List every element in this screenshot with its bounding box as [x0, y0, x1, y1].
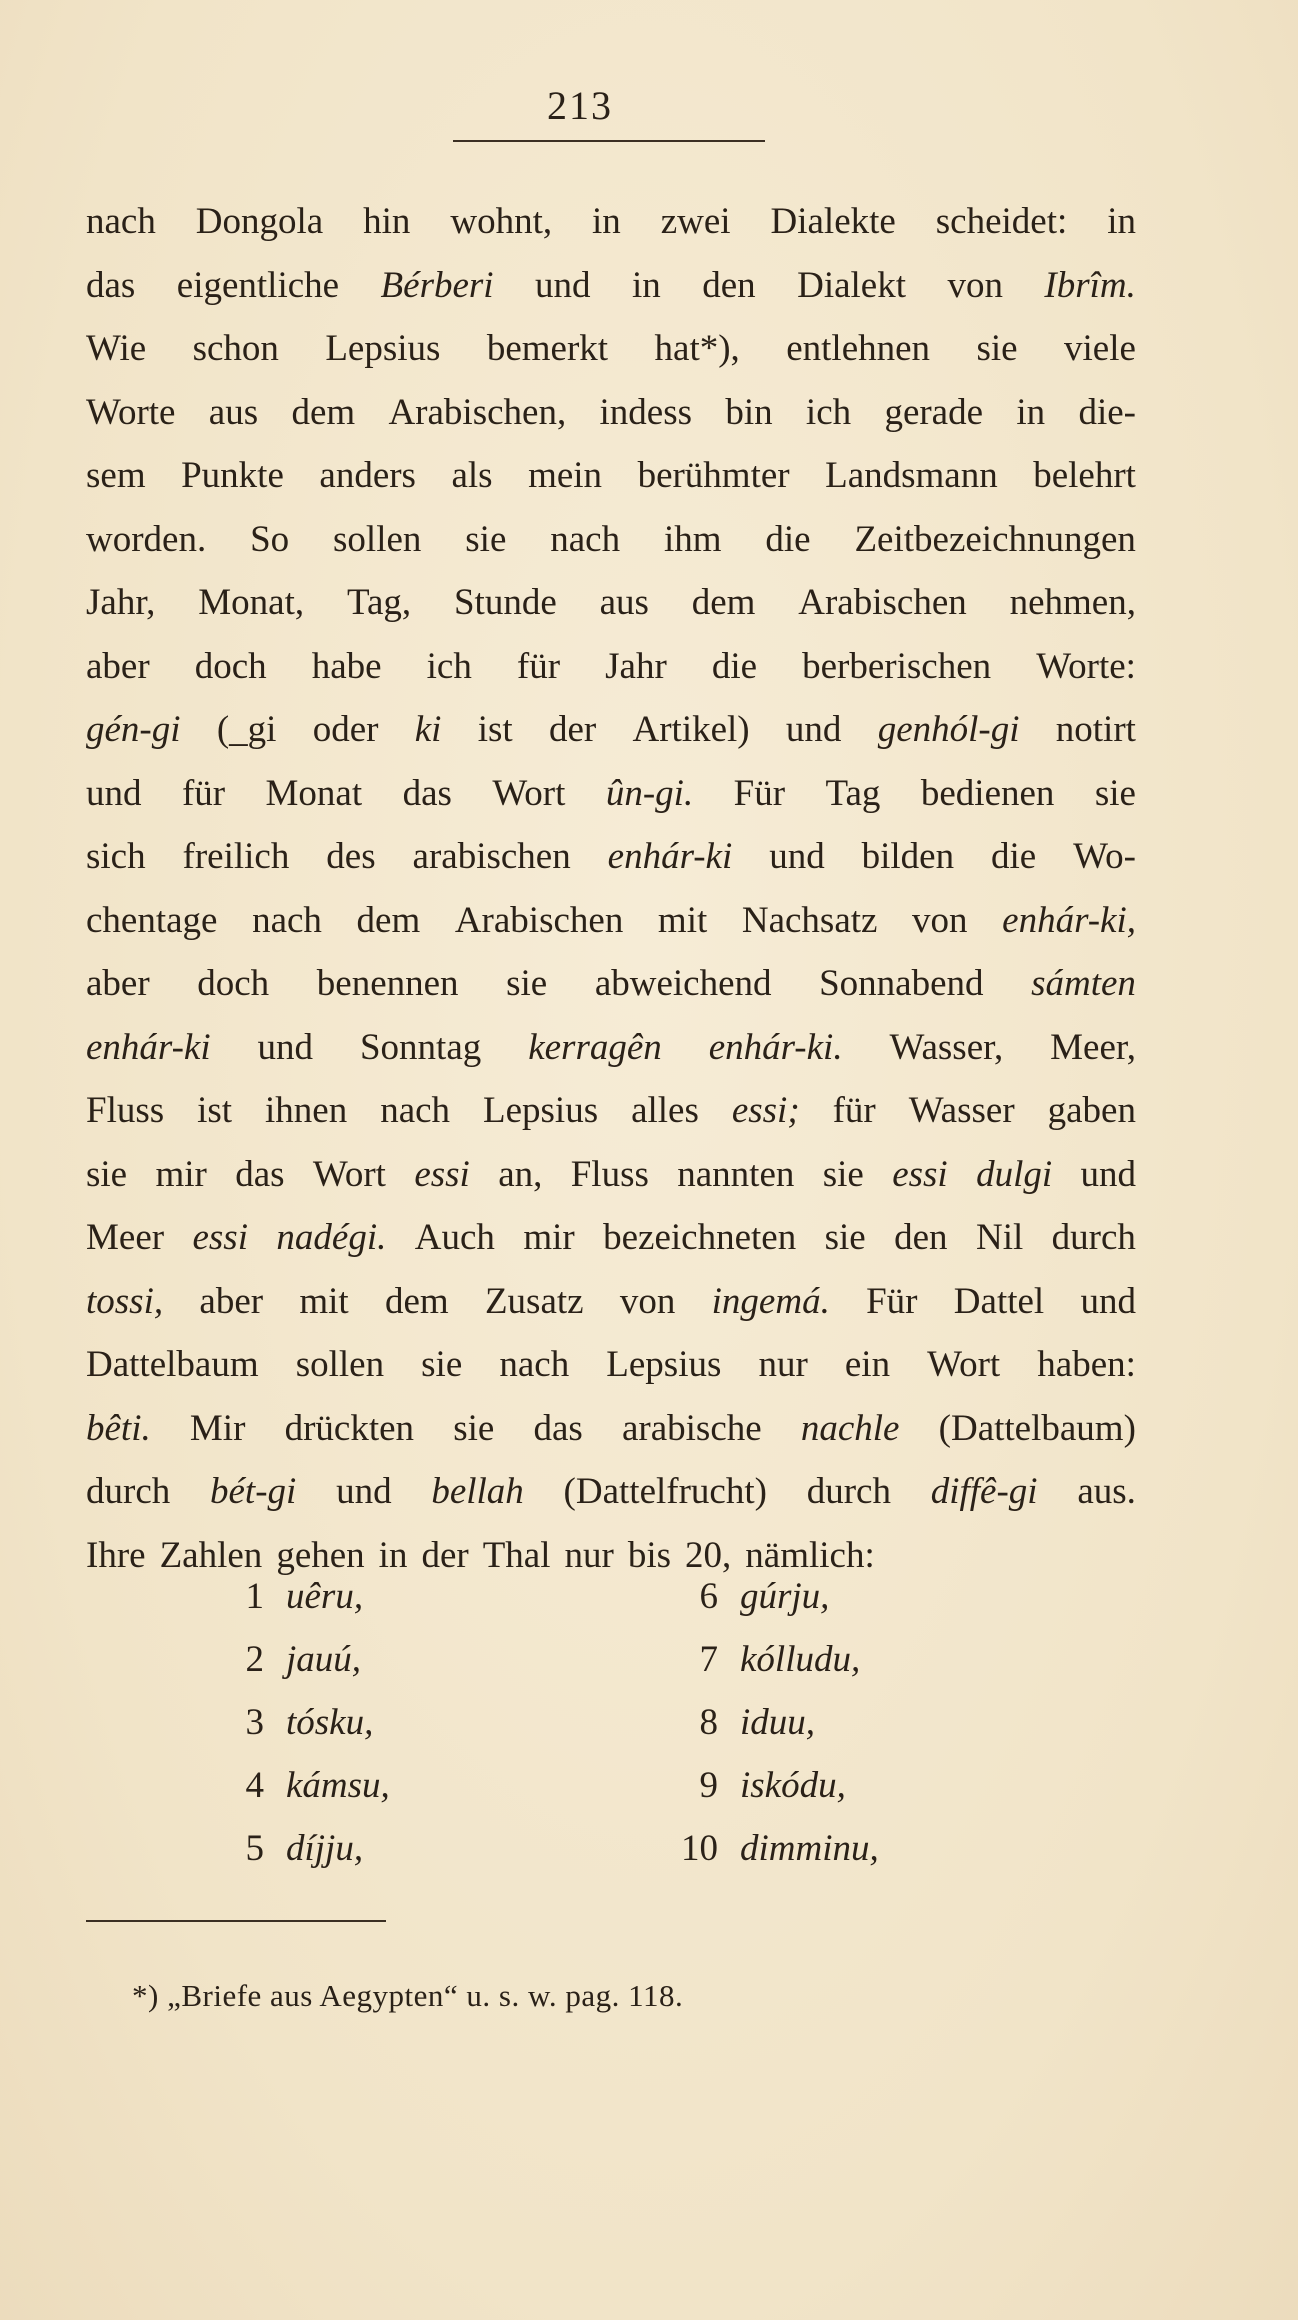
- numeral-word: uêru,: [286, 1576, 364, 1617]
- word: und: [336, 1471, 392, 1512]
- word: Lepsius: [325, 328, 441, 369]
- word: als: [451, 455, 493, 496]
- word: mein: [528, 455, 603, 496]
- word: sie: [506, 963, 548, 1004]
- word: von: [947, 264, 1003, 306]
- word: doch: [194, 645, 267, 687]
- number-entry-left: [240, 1691, 670, 1754]
- word: Ihre: [86, 1534, 146, 1576]
- word: sie: [824, 1217, 866, 1258]
- text-line: [86, 508, 1136, 572]
- word: sollen: [333, 518, 422, 560]
- word: bêti.: [86, 1407, 151, 1449]
- word: nur: [564, 1534, 614, 1576]
- word: bis: [627, 1534, 672, 1576]
- word: doch: [197, 963, 270, 1004]
- word: und: [1080, 1280, 1136, 1322]
- word: ihnen: [265, 1090, 348, 1131]
- word: Wort: [492, 772, 566, 814]
- text-line: [86, 1397, 1136, 1461]
- word: ist: [477, 709, 513, 750]
- word: Monat,: [198, 582, 305, 623]
- word: und: [785, 709, 842, 750]
- word: bemerkt: [486, 328, 609, 369]
- word: bedienen: [920, 772, 1055, 814]
- word: nach: [550, 518, 621, 560]
- number-entry-left: [240, 1565, 670, 1628]
- number-row: [240, 1628, 980, 1691]
- word: für: [516, 645, 561, 687]
- word: und: [86, 772, 142, 814]
- numeral-word: jauú,: [286, 1639, 362, 1680]
- word: bilden: [861, 836, 955, 877]
- text-line: [86, 1206, 1136, 1270]
- word: essi: [414, 1153, 470, 1195]
- word: tossi,: [86, 1280, 164, 1322]
- word: durch: [86, 1471, 171, 1512]
- word: der: [548, 709, 597, 750]
- word: Bérberi: [380, 264, 494, 306]
- word: aus: [599, 582, 649, 623]
- numeral-word: tósku,: [286, 1702, 374, 1743]
- numeral-word: kámsu,: [286, 1765, 390, 1806]
- word: belehrt: [1033, 455, 1136, 496]
- word: Sonnabend: [819, 963, 984, 1004]
- numeral-word: gúrju,: [740, 1576, 830, 1617]
- word: Tag: [825, 772, 881, 814]
- word: Fluss: [86, 1090, 165, 1131]
- word: durch: [806, 1471, 891, 1512]
- header-rule: [453, 140, 765, 142]
- text-line: [86, 254, 1136, 318]
- word: Wie: [86, 328, 147, 369]
- word: Wasser,: [889, 1026, 1004, 1068]
- word: dem: [691, 582, 756, 623]
- word: berühmter: [637, 455, 790, 496]
- body-text: [86, 190, 1136, 1587]
- word: enhár-ki: [86, 1026, 211, 1068]
- word: das: [402, 772, 452, 814]
- word: sie: [453, 1407, 495, 1449]
- numeral: 6: [699, 1576, 718, 1617]
- numeral: 8: [699, 1702, 718, 1743]
- word: Lepsius: [483, 1090, 599, 1131]
- word: Worte:: [1036, 645, 1136, 687]
- word: entlehnen: [786, 328, 931, 369]
- word: Zahlen: [159, 1534, 263, 1576]
- word: Nachsatz: [741, 899, 878, 941]
- word: den: [894, 1217, 948, 1258]
- number-row: [240, 1754, 980, 1817]
- word: alles: [631, 1090, 699, 1131]
- numeral-word: kólludu,: [740, 1639, 861, 1680]
- word: aus: [208, 391, 259, 433]
- word: wohnt,: [450, 201, 553, 242]
- word: dem: [384, 1280, 449, 1322]
- word: nur: [758, 1344, 808, 1385]
- text-line: [86, 762, 1136, 826]
- word: Punkte: [181, 455, 284, 496]
- word: ûn-gi.: [605, 772, 694, 814]
- word: Für: [733, 772, 786, 814]
- word: in: [1107, 201, 1136, 242]
- word: Arabischen: [454, 899, 624, 941]
- word: Thal: [482, 1534, 551, 1576]
- word: Dialekte: [770, 201, 896, 242]
- word: drückten: [284, 1407, 415, 1449]
- text-line: [86, 381, 1136, 445]
- word: benennen: [316, 963, 459, 1004]
- number-entry-right: [670, 1754, 846, 1817]
- word: ich: [805, 391, 852, 433]
- word: scheidet:: [935, 201, 1068, 242]
- word: dem: [356, 899, 421, 941]
- word: Artikel): [632, 709, 750, 750]
- word: Nil: [975, 1217, 1024, 1258]
- word: und: [257, 1026, 314, 1068]
- numeral: 9: [699, 1765, 718, 1806]
- word: gerade: [884, 391, 984, 433]
- word: bellah: [431, 1471, 524, 1512]
- numeral: 5: [245, 1828, 264, 1869]
- number-entry-left: [240, 1628, 670, 1691]
- word: (Dattelbaum): [938, 1407, 1136, 1449]
- word: Wort: [312, 1153, 386, 1195]
- numeral: 10: [681, 1828, 718, 1869]
- word: für: [181, 772, 226, 814]
- word: mir: [155, 1153, 207, 1195]
- word: sie: [421, 1344, 463, 1385]
- word: Mir: [189, 1407, 246, 1449]
- word: sie: [465, 518, 507, 560]
- word: arabische: [621, 1407, 762, 1449]
- word: nachle: [800, 1407, 900, 1449]
- word: Fluss: [570, 1153, 649, 1195]
- word: gehen: [276, 1534, 365, 1576]
- word: viele: [1064, 328, 1136, 369]
- word: Zusatz: [484, 1280, 584, 1322]
- footnote: *) „Briefe aus Aegypten“ u. s. w. pag. 118.: [132, 1978, 684, 2013]
- word: und: [535, 264, 591, 306]
- text-line: [86, 1270, 1136, 1334]
- word: enhár-ki.: [708, 1026, 843, 1068]
- word: sich: [86, 836, 146, 877]
- word: mir: [523, 1217, 575, 1258]
- text-line: [86, 952, 1136, 1016]
- word: aber: [86, 645, 150, 687]
- word: Jahr: [605, 645, 667, 687]
- numeral: 4: [245, 1765, 264, 1806]
- word: sie: [976, 328, 1018, 369]
- word: Dongola: [195, 201, 324, 242]
- word: indess: [599, 391, 693, 433]
- word: von: [619, 1280, 676, 1322]
- word: nach: [252, 899, 322, 941]
- text-line: [86, 571, 1136, 635]
- text-line: [86, 889, 1136, 953]
- word: Arabischen,: [388, 391, 567, 433]
- numeral: 3: [245, 1702, 264, 1743]
- numeral-word: díjju,: [286, 1828, 364, 1869]
- word: essi: [892, 1153, 948, 1195]
- word: anders: [319, 455, 416, 496]
- word: enhár-ki,: [1002, 899, 1136, 941]
- word: sie: [822, 1153, 864, 1195]
- word: essi;: [731, 1090, 800, 1131]
- word: aber: [199, 1280, 264, 1322]
- word: bezeichneten: [603, 1217, 797, 1258]
- word: bét-gi: [210, 1471, 297, 1512]
- word: ist: [197, 1090, 233, 1131]
- word: worden.: [86, 518, 207, 560]
- word: Sonntag: [359, 1026, 482, 1068]
- word: Wort: [927, 1344, 1001, 1385]
- word: (_gi: [216, 709, 277, 750]
- word: nehmen,: [1009, 582, 1136, 623]
- footnote-rule: [86, 1920, 386, 1922]
- word: bin: [725, 391, 773, 433]
- number-entry-right: [670, 1565, 829, 1628]
- word: und: [1080, 1153, 1136, 1195]
- word: in: [1016, 391, 1046, 433]
- numeral: 2: [245, 1639, 264, 1680]
- word: Tag,: [346, 582, 412, 623]
- word: freilich: [182, 836, 290, 877]
- word: nämlich:: [745, 1534, 875, 1576]
- word: mit: [299, 1280, 349, 1322]
- text-line: [86, 1079, 1136, 1143]
- word: die-: [1078, 391, 1136, 433]
- number-row: [240, 1817, 980, 1880]
- word: Meer,: [1050, 1026, 1136, 1068]
- word: das: [235, 1153, 285, 1195]
- numeral-word: dimminu,: [740, 1828, 879, 1869]
- numeral: 1: [245, 1576, 264, 1617]
- number-entry-right: [670, 1817, 879, 1880]
- word: der: [421, 1534, 469, 1576]
- word: Dialekt: [797, 264, 907, 306]
- word: den: [702, 264, 756, 306]
- number-entry-right: [670, 1628, 860, 1691]
- word: schon: [192, 328, 279, 369]
- text-line: [86, 1143, 1136, 1207]
- text-line: [86, 635, 1136, 699]
- word: notirt: [1055, 709, 1136, 750]
- word: aus.: [1077, 1471, 1136, 1512]
- word: und: [769, 836, 825, 877]
- word: hat*),: [654, 328, 740, 369]
- word: das: [533, 1407, 583, 1449]
- text-line: [86, 698, 1136, 762]
- word: ich: [426, 645, 472, 687]
- text-line: [86, 190, 1136, 254]
- word: sie: [1094, 772, 1136, 814]
- word: chentage: [86, 899, 218, 941]
- word: arabischen: [412, 836, 571, 877]
- number-entry-right: [670, 1691, 815, 1754]
- word: berberischen: [802, 645, 992, 687]
- word: eigentliche: [176, 264, 340, 306]
- word: in: [631, 264, 661, 306]
- word: nach: [380, 1090, 451, 1131]
- word: an,: [498, 1153, 543, 1195]
- text-line: [86, 317, 1136, 381]
- word: das: [86, 264, 136, 306]
- word: abweichend: [594, 963, 772, 1004]
- word: in: [378, 1534, 408, 1576]
- word: Stunde: [453, 582, 557, 623]
- number-row: [240, 1691, 980, 1754]
- word: Dattel: [953, 1280, 1045, 1322]
- word: enhár-ki: [607, 836, 733, 877]
- word: die: [991, 836, 1037, 877]
- word: des: [326, 836, 376, 877]
- word: dulgi: [976, 1153, 1053, 1195]
- word: Lepsius: [606, 1344, 722, 1385]
- text-line: [86, 444, 1136, 508]
- word: essi: [192, 1217, 248, 1258]
- word: nannten: [677, 1153, 795, 1195]
- word: sem: [86, 455, 146, 496]
- text-line: [86, 825, 1136, 889]
- word: Landsmann: [825, 455, 998, 496]
- word: gaben: [1047, 1090, 1136, 1131]
- word: ein: [844, 1344, 891, 1385]
- page-number: 213: [547, 83, 613, 128]
- word: diffê-gi: [930, 1471, 1038, 1512]
- word: Worte: [86, 391, 176, 433]
- number-entry-left: [240, 1817, 670, 1880]
- word: von: [912, 899, 968, 941]
- word: hin: [363, 201, 411, 242]
- word: Dattelbaum: [86, 1344, 259, 1385]
- word: Wasser: [908, 1090, 1015, 1131]
- word: Für: [866, 1280, 918, 1322]
- word: So: [250, 518, 290, 560]
- numeral-word: iskódu,: [740, 1765, 846, 1806]
- word: aber: [86, 963, 150, 1004]
- word: habe: [311, 645, 382, 687]
- word: sollen: [295, 1344, 385, 1385]
- word: sámten: [1031, 963, 1136, 1004]
- word: genhól-gi: [877, 709, 1020, 750]
- word: (Dattelfrucht): [563, 1471, 767, 1512]
- word: dem: [291, 391, 356, 433]
- number-entry-left: [240, 1754, 670, 1817]
- word: kerragên: [528, 1026, 662, 1068]
- numeral: 7: [699, 1639, 718, 1680]
- word: Auch: [414, 1217, 495, 1258]
- word: ihm: [663, 518, 722, 560]
- text-line: [86, 1333, 1136, 1397]
- word: Meer: [86, 1217, 165, 1258]
- word: die: [711, 645, 758, 687]
- word: ki: [414, 709, 442, 750]
- word: sie: [86, 1153, 128, 1195]
- word: Jahr,: [86, 582, 156, 623]
- word: nach: [86, 201, 156, 242]
- word: mit: [657, 899, 708, 941]
- word: durch: [1051, 1217, 1136, 1258]
- text-line: [86, 1460, 1136, 1524]
- word: in: [592, 201, 621, 242]
- word: haben:: [1037, 1344, 1136, 1385]
- word: oder: [312, 709, 379, 750]
- number-table: [240, 1565, 980, 1880]
- numeral-word: iduu,: [740, 1702, 816, 1743]
- word: Ibrîm.: [1044, 264, 1136, 306]
- word: für: [832, 1090, 876, 1131]
- word: Zeitbezeichnungen: [854, 518, 1136, 560]
- word: Wo-: [1073, 836, 1136, 877]
- word: ingemá.: [711, 1280, 830, 1322]
- word: zwei: [660, 201, 731, 242]
- word: gén-gi: [86, 709, 181, 750]
- number-row: [240, 1565, 980, 1628]
- word: 20,: [685, 1534, 732, 1576]
- word: Arabischen: [798, 582, 967, 623]
- text-line: [86, 1016, 1136, 1080]
- word: nach: [499, 1344, 570, 1385]
- word: Monat: [265, 772, 363, 814]
- word: nadégi.: [276, 1217, 387, 1258]
- word: die: [765, 518, 811, 560]
